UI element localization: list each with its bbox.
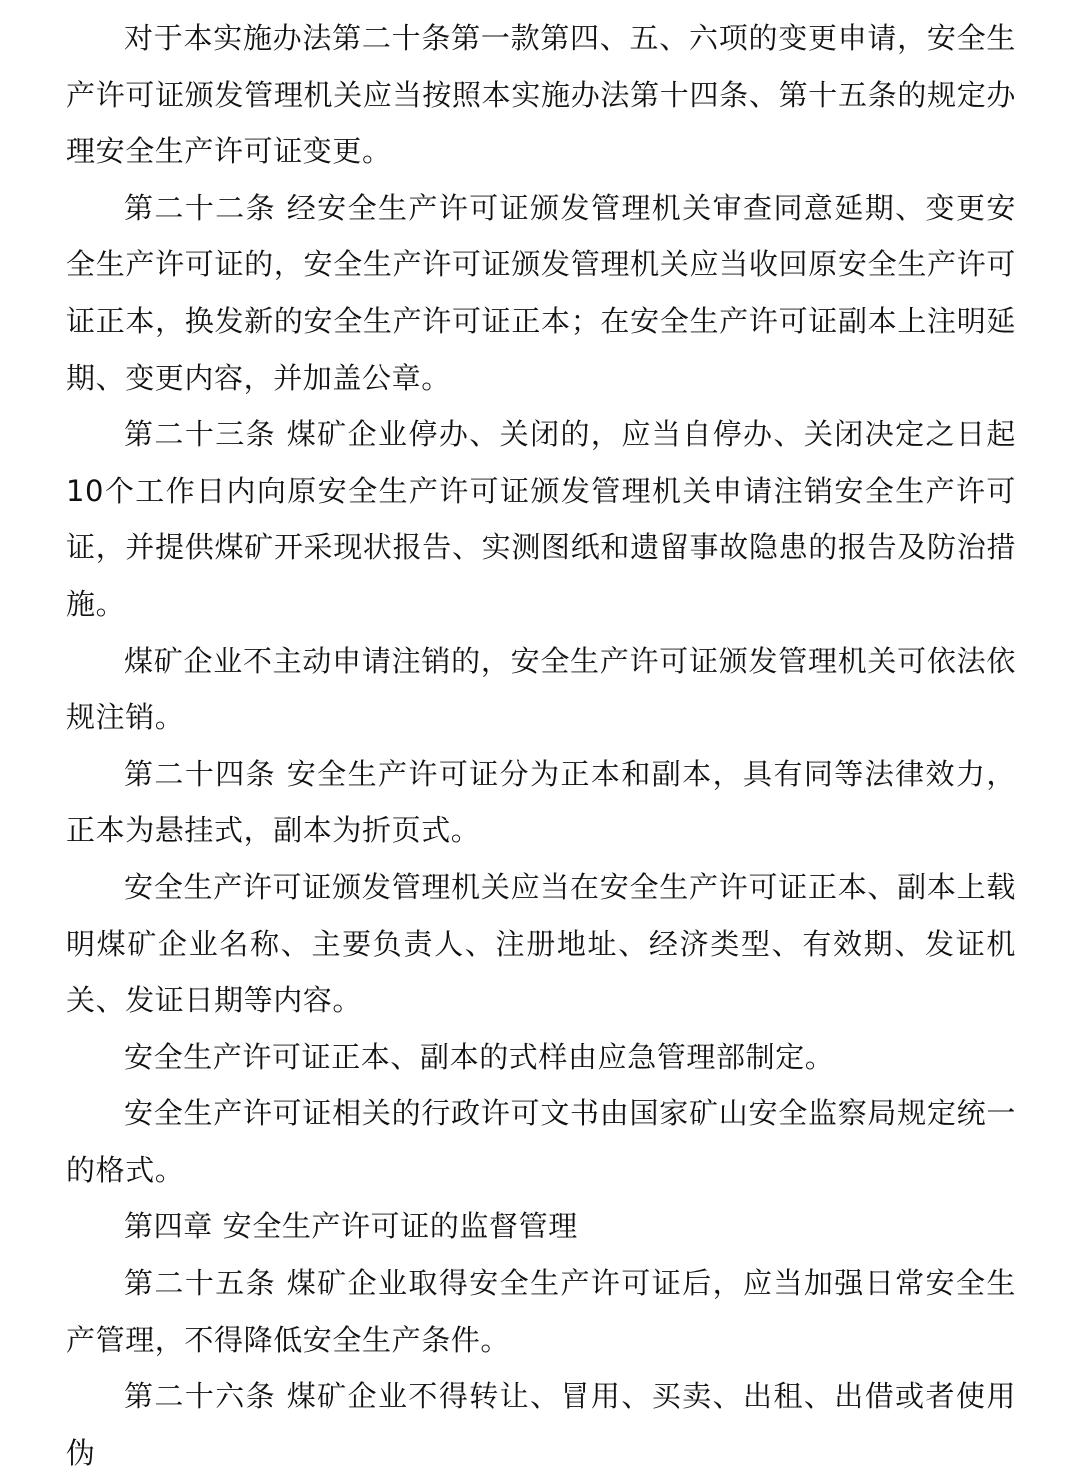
paragraph-cancellation: 煤矿企业不主动申请注销的，安全生产许可证颁发管理机关可依法依规注销。 (66, 643, 1016, 735)
paragraph-article-23: 第二十三条 煤矿企业停办、关闭的，应当自停办、关闭决定之日起10个工作日内向原安全生产许可证颁发管理机关申请注销安全生产许可证，并提供煤矿开采现状报告、实测图纸和遗留事故隐患的报告及防治措施。 (66, 417, 1016, 621)
paragraph-change-application: 对于本实施办法第二十条第一款第四、五、六项的变更申请，安全生产许可证颁发管理机关应当按照本实施办法第十四条、第十五条的规定办理安全生产许可证变更。 (66, 21, 1016, 169)
paragraph-administrative-documents: 安全生产许可证相关的行政许可文书由国家矿山安全监察局规定统一的格式。 (66, 1096, 1016, 1187)
paragraph-license-format: 安全生产许可证正本、副本的式样由应急管理部制定。 (124, 1039, 835, 1074)
paragraph-license-content: 安全生产许可证颁发管理机关应当在安全生产许可证正本、副本上载明煤矿企业名称、主要负责人、注册地址、经济类型、有效期、发证机关、发证日期等内容。 (66, 869, 1016, 1018)
paragraph-article-22: 第二十二条 经安全生产许可证颁发管理机关审查同意延期、变更安全生产许可证的，安全生产许可证颁发管理机关应当收回原安全生产许可证正本，换发新的安全生产许可证正本；在安全生产许可证副本上注明延期、变更内容，并加盖公章。 (66, 190, 1016, 395)
paragraph-article-24: 第二十四条 安全生产许可证分为正本和副本，具有同等法律效力，正本为悬挂式，副本为折页式。 (66, 756, 1016, 848)
chapter-heading: 第四章 安全生产许可证的监督管理 (124, 1209, 578, 1244)
paragraph-article-26: 第二十六条 煤矿企业不得转让、冒用、买卖、出租、出借或者使用伪 (66, 1379, 1016, 1470)
paragraph-article-25: 第二十五条 煤矿企业取得安全生产许可证后，应当加强日常安全生产管理，不得降低安全生产条件。 (66, 1266, 1016, 1357)
document-page (66, 10, 1016, 1481)
